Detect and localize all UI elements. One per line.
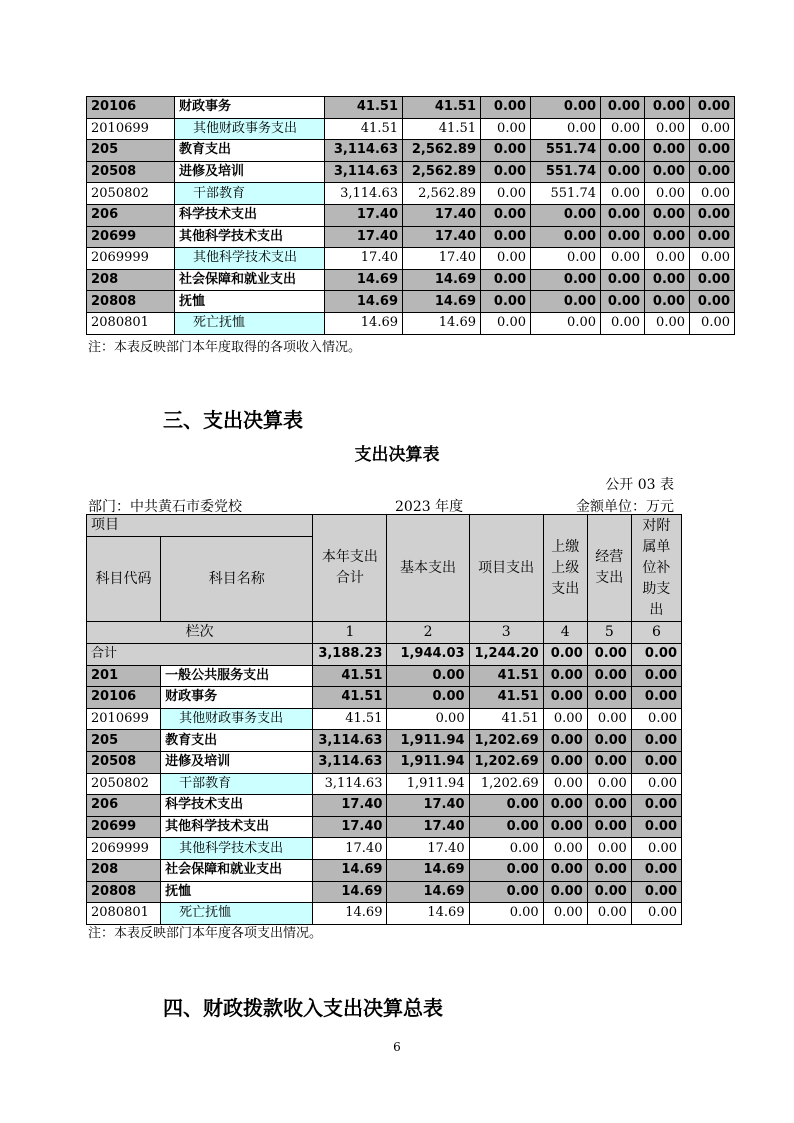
amount-cell: 0.00 bbox=[531, 269, 601, 291]
amount-cell: 0.00 bbox=[645, 312, 690, 334]
amount-cell: 0.00 bbox=[645, 248, 690, 270]
amount-cell: 0.00 bbox=[631, 816, 681, 838]
amount-cell: 0.00 bbox=[645, 269, 690, 291]
amount-cell: 0.00 bbox=[543, 881, 587, 903]
subject-code: 2080801 bbox=[87, 312, 175, 334]
subject-code: 2069999 bbox=[87, 248, 175, 270]
subject-code: 205 bbox=[87, 140, 175, 162]
amount-cell: 0.00 bbox=[543, 687, 587, 709]
header-basic-expenditure: 基本支出 bbox=[387, 515, 469, 622]
amount-cell: 0.00 bbox=[469, 859, 543, 881]
amount-cell: 0.00 bbox=[631, 859, 681, 881]
amount-cell: 17.40 bbox=[325, 226, 403, 248]
amount-cell: 0.00 bbox=[387, 708, 469, 730]
amount-cell: 41.51 bbox=[325, 97, 403, 119]
amount-cell: 0.00 bbox=[587, 708, 631, 730]
amount-cell: 17.40 bbox=[325, 204, 403, 226]
amount-cell: 2,562.89 bbox=[403, 161, 481, 183]
table-row bbox=[87, 269, 735, 291]
subject-code: 205 bbox=[87, 730, 161, 752]
amount-cell: 0.00 bbox=[601, 248, 645, 270]
subject-name: 社会保障和就业支出 bbox=[175, 269, 325, 291]
amount-cell: 0.00 bbox=[469, 881, 543, 903]
total-label: 合计 bbox=[87, 644, 313, 666]
subject-name: 抚恤 bbox=[175, 291, 325, 313]
amount-cell: 0.00 bbox=[631, 903, 681, 925]
amount-cell: 0.00 bbox=[601, 140, 645, 162]
amount-cell: 0.00 bbox=[601, 183, 645, 205]
table-row bbox=[87, 795, 682, 817]
amount-cell: 0.00 bbox=[531, 291, 601, 313]
subject-code: 2050802 bbox=[87, 183, 175, 205]
amount-cell: 17.40 bbox=[313, 838, 387, 860]
amount-cell: 14.69 bbox=[325, 269, 403, 291]
total-value: 1,944.03 bbox=[387, 644, 469, 666]
expenditure-table-note: 注：本表反映部门本年度各项支出情况。 bbox=[88, 926, 323, 941]
amount-cell: 14.69 bbox=[313, 903, 387, 925]
amount-cell: 0.00 bbox=[631, 687, 681, 709]
fiscal-year: 2023 年度 bbox=[395, 499, 464, 515]
subject-name: 抚恤 bbox=[161, 881, 313, 903]
table-row bbox=[87, 751, 682, 773]
header-project-expenditure: 项目支出 bbox=[469, 515, 543, 622]
amount-cell: 0.00 bbox=[543, 751, 587, 773]
amount-cell: 0.00 bbox=[531, 97, 601, 119]
header-col-1: 1 bbox=[313, 622, 387, 644]
amount-cell: 0.00 bbox=[690, 97, 735, 119]
amount-cell: 0.00 bbox=[601, 161, 645, 183]
amount-cell: 0.00 bbox=[469, 795, 543, 817]
subject-code: 2050802 bbox=[87, 773, 161, 795]
amount-cell: 0.00 bbox=[531, 204, 601, 226]
amount-unit: 金额单位：万元 bbox=[576, 499, 674, 515]
total-value: 0.00 bbox=[543, 644, 587, 666]
income-table-note: 注：本表反映部门本年度取得的各项收入情况。 bbox=[88, 340, 362, 355]
amount-cell: 0.00 bbox=[631, 730, 681, 752]
amount-cell: 0.00 bbox=[481, 291, 531, 313]
amount-cell: 3,114.63 bbox=[325, 140, 403, 162]
amount-cell: 17.40 bbox=[387, 816, 469, 838]
amount-cell: 41.51 bbox=[469, 708, 543, 730]
amount-cell: 0.00 bbox=[631, 665, 681, 687]
table-row bbox=[87, 248, 735, 270]
subject-name: 科学技术支出 bbox=[161, 795, 313, 817]
amount-cell: 0.00 bbox=[543, 773, 587, 795]
subject-code: 20508 bbox=[87, 751, 161, 773]
amount-cell: 0.00 bbox=[645, 204, 690, 226]
amount-cell: 0.00 bbox=[531, 312, 601, 334]
amount-cell: 14.69 bbox=[403, 269, 481, 291]
header-subject-code: 科目代码 bbox=[87, 537, 161, 622]
amount-cell: 14.69 bbox=[313, 881, 387, 903]
amount-cell: 0.00 bbox=[587, 730, 631, 752]
amount-cell: 41.51 bbox=[313, 708, 387, 730]
subject-name: 其他财政事务支出 bbox=[161, 708, 313, 730]
amount-cell: 14.69 bbox=[387, 881, 469, 903]
table-row bbox=[87, 838, 682, 860]
amount-cell: 0.00 bbox=[481, 226, 531, 248]
table-row bbox=[87, 183, 735, 205]
amount-cell: 0.00 bbox=[601, 312, 645, 334]
header-remit-superior: 上缴上级支出 bbox=[543, 515, 587, 622]
amount-cell: 17.40 bbox=[313, 795, 387, 817]
amount-cell: 41.51 bbox=[313, 687, 387, 709]
amount-cell: 41.51 bbox=[325, 118, 403, 140]
amount-cell: 14.69 bbox=[403, 291, 481, 313]
amount-cell: 1,202.69 bbox=[469, 773, 543, 795]
subject-code: 201 bbox=[87, 665, 161, 687]
amount-cell: 41.51 bbox=[403, 97, 481, 119]
subject-name: 财政事务 bbox=[175, 97, 325, 119]
subject-name: 教育支出 bbox=[161, 730, 313, 752]
amount-cell: 0.00 bbox=[469, 838, 543, 860]
amount-cell: 0.00 bbox=[690, 269, 735, 291]
subject-name: 其他科学技术支出 bbox=[175, 248, 325, 270]
header-column-label: 栏次 bbox=[87, 622, 313, 644]
amount-cell: 0.00 bbox=[587, 859, 631, 881]
amount-cell: 0.00 bbox=[531, 118, 601, 140]
table-row bbox=[87, 97, 735, 119]
subject-code: 2010699 bbox=[87, 708, 161, 730]
amount-cell: 0.00 bbox=[601, 204, 645, 226]
amount-cell: 0.00 bbox=[631, 773, 681, 795]
amount-cell: 0.00 bbox=[690, 248, 735, 270]
amount-cell: 0.00 bbox=[531, 226, 601, 248]
header-row-item bbox=[87, 515, 682, 537]
subject-code: 2010699 bbox=[87, 118, 175, 140]
amount-cell: 0.00 bbox=[587, 838, 631, 860]
header-item: 项目 bbox=[87, 515, 313, 537]
amount-cell: 0.00 bbox=[531, 248, 601, 270]
amount-cell: 2,562.89 bbox=[403, 183, 481, 205]
amount-cell: 0.00 bbox=[631, 751, 681, 773]
amount-cell: 0.00 bbox=[481, 118, 531, 140]
amount-cell: 0.00 bbox=[469, 816, 543, 838]
amount-cell: 0.00 bbox=[645, 183, 690, 205]
amount-cell: 0.00 bbox=[690, 161, 735, 183]
amount-cell: 0.00 bbox=[543, 838, 587, 860]
table-row bbox=[87, 881, 682, 903]
subject-code: 20808 bbox=[87, 881, 161, 903]
subject-name: 一般公共服务支出 bbox=[161, 665, 313, 687]
amount-cell: 0.00 bbox=[645, 161, 690, 183]
total-row bbox=[87, 644, 682, 666]
subject-name: 进修及培训 bbox=[161, 751, 313, 773]
amount-cell: 2,562.89 bbox=[403, 140, 481, 162]
amount-cell: 0.00 bbox=[690, 291, 735, 313]
amount-cell: 0.00 bbox=[481, 248, 531, 270]
table-row bbox=[87, 118, 735, 140]
amount-cell: 41.51 bbox=[313, 665, 387, 687]
subject-name: 死亡抚恤 bbox=[161, 903, 313, 925]
subject-code: 2080801 bbox=[87, 903, 161, 925]
amount-cell: 0.00 bbox=[645, 226, 690, 248]
amount-cell: 17.40 bbox=[325, 248, 403, 270]
amount-cell: 0.00 bbox=[481, 204, 531, 226]
header-operating-expenditure: 经营支出 bbox=[587, 515, 631, 622]
amount-cell: 1,202.69 bbox=[469, 730, 543, 752]
subject-code: 20508 bbox=[87, 161, 175, 183]
amount-cell: 1,911.94 bbox=[387, 773, 469, 795]
subject-name: 其他科学技术支出 bbox=[161, 816, 313, 838]
subject-code: 208 bbox=[87, 269, 175, 291]
amount-cell: 3,114.63 bbox=[325, 183, 403, 205]
subject-name: 干部教育 bbox=[161, 773, 313, 795]
table-row bbox=[87, 161, 735, 183]
subject-name: 科学技术支出 bbox=[175, 204, 325, 226]
expenditure-table-body bbox=[87, 515, 682, 925]
subject-name: 其他科学技术支出 bbox=[161, 838, 313, 860]
amount-cell: 0.00 bbox=[645, 291, 690, 313]
header-subsidiary-subsidy: 对附属单位补助支出 bbox=[631, 515, 681, 622]
subject-code: 20106 bbox=[87, 97, 175, 119]
amount-cell: 1,911.94 bbox=[387, 751, 469, 773]
amount-cell: 0.00 bbox=[631, 795, 681, 817]
amount-cell: 0.00 bbox=[543, 708, 587, 730]
amount-cell: 0.00 bbox=[690, 118, 735, 140]
table-row bbox=[87, 140, 735, 162]
subject-code: 20106 bbox=[87, 687, 161, 709]
amount-cell: 0.00 bbox=[481, 183, 531, 205]
subject-name: 进修及培训 bbox=[175, 161, 325, 183]
amount-cell: 3,114.63 bbox=[313, 751, 387, 773]
income-table-continued bbox=[86, 96, 735, 335]
amount-cell: 0.00 bbox=[601, 269, 645, 291]
amount-cell: 0.00 bbox=[601, 118, 645, 140]
amount-cell: 0.00 bbox=[587, 751, 631, 773]
expenditure-table bbox=[86, 514, 682, 925]
amount-cell: 41.51 bbox=[403, 118, 481, 140]
amount-cell: 0.00 bbox=[587, 687, 631, 709]
total-value: 0.00 bbox=[631, 644, 681, 666]
header-col-4: 4 bbox=[543, 622, 587, 644]
header-col-3: 3 bbox=[469, 622, 543, 644]
amount-cell: 0.00 bbox=[690, 140, 735, 162]
table-title: 支出决算表 bbox=[354, 445, 440, 465]
amount-cell: 0.00 bbox=[587, 881, 631, 903]
amount-cell: 17.40 bbox=[313, 816, 387, 838]
amount-cell: 0.00 bbox=[645, 140, 690, 162]
amount-cell: 14.69 bbox=[387, 903, 469, 925]
form-number: 公开 03 表 bbox=[605, 477, 674, 493]
amount-cell: 0.00 bbox=[587, 795, 631, 817]
income-table-body bbox=[87, 97, 735, 335]
amount-cell: 0.00 bbox=[543, 730, 587, 752]
amount-cell: 0.00 bbox=[481, 269, 531, 291]
amount-cell: 3,114.63 bbox=[313, 730, 387, 752]
amount-cell: 0.00 bbox=[481, 140, 531, 162]
amount-cell: 0.00 bbox=[481, 312, 531, 334]
amount-cell: 0.00 bbox=[587, 665, 631, 687]
total-value: 3,188.23 bbox=[313, 644, 387, 666]
amount-cell: 17.40 bbox=[403, 248, 481, 270]
subject-name: 财政事务 bbox=[161, 687, 313, 709]
amount-cell: 0.00 bbox=[631, 838, 681, 860]
amount-cell: 17.40 bbox=[403, 226, 481, 248]
amount-cell: 0.00 bbox=[543, 903, 587, 925]
amount-cell: 0.00 bbox=[543, 859, 587, 881]
header-subject-name: 科目名称 bbox=[161, 537, 313, 622]
table-row bbox=[87, 730, 682, 752]
table-row bbox=[87, 291, 735, 313]
amount-cell: 0.00 bbox=[587, 773, 631, 795]
amount-cell: 0.00 bbox=[587, 903, 631, 925]
amount-cell: 0.00 bbox=[601, 97, 645, 119]
amount-cell: 1,202.69 bbox=[469, 751, 543, 773]
subject-code: 20699 bbox=[87, 816, 161, 838]
amount-cell: 551.74 bbox=[531, 183, 601, 205]
amount-cell: 17.40 bbox=[387, 795, 469, 817]
amount-cell: 0.00 bbox=[387, 687, 469, 709]
header-col-5: 5 bbox=[587, 622, 631, 644]
amount-cell: 14.69 bbox=[325, 291, 403, 313]
subject-code: 206 bbox=[87, 204, 175, 226]
table-row bbox=[87, 312, 735, 334]
header-total-expenditure: 本年支出合计 bbox=[313, 515, 387, 622]
subject-code: 20699 bbox=[87, 226, 175, 248]
subject-code: 208 bbox=[87, 859, 161, 881]
subject-name: 死亡抚恤 bbox=[175, 312, 325, 334]
subject-name: 干部教育 bbox=[175, 183, 325, 205]
amount-cell: 0.00 bbox=[601, 226, 645, 248]
amount-cell: 0.00 bbox=[690, 312, 735, 334]
total-value: 1,244.20 bbox=[469, 644, 543, 666]
amount-cell: 0.00 bbox=[481, 97, 531, 119]
subject-code: 2069999 bbox=[87, 838, 161, 860]
header-col-6: 6 bbox=[631, 622, 681, 644]
page-number: 6 bbox=[393, 1040, 401, 1054]
amount-cell: 0.00 bbox=[481, 161, 531, 183]
amount-cell: 17.40 bbox=[387, 838, 469, 860]
amount-cell: 0.00 bbox=[690, 183, 735, 205]
amount-cell: 0.00 bbox=[387, 665, 469, 687]
total-value: 0.00 bbox=[587, 644, 631, 666]
table-row bbox=[87, 816, 682, 838]
table-row bbox=[87, 708, 682, 730]
header-col-2: 2 bbox=[387, 622, 469, 644]
amount-cell: 0.00 bbox=[645, 97, 690, 119]
subject-name: 社会保障和就业支出 bbox=[161, 859, 313, 881]
amount-cell: 0.00 bbox=[543, 816, 587, 838]
amount-cell: 41.51 bbox=[469, 665, 543, 687]
amount-cell: 0.00 bbox=[601, 291, 645, 313]
amount-cell: 0.00 bbox=[645, 118, 690, 140]
amount-cell: 0.00 bbox=[587, 816, 631, 838]
amount-cell: 0.00 bbox=[543, 665, 587, 687]
header-row-column-numbers bbox=[87, 622, 682, 644]
amount-cell: 0.00 bbox=[631, 708, 681, 730]
table-row bbox=[87, 226, 735, 248]
amount-cell: 3,114.63 bbox=[325, 161, 403, 183]
section-heading-3: 三、支出决算表 bbox=[163, 408, 303, 432]
subject-name: 教育支出 bbox=[175, 140, 325, 162]
amount-cell: 551.74 bbox=[531, 140, 601, 162]
department-label: 部门：中共黄石市委党校 bbox=[88, 499, 242, 515]
amount-cell: 17.40 bbox=[403, 204, 481, 226]
table-row bbox=[87, 859, 682, 881]
amount-cell: 14.69 bbox=[387, 859, 469, 881]
amount-cell: 14.69 bbox=[325, 312, 403, 334]
amount-cell: 41.51 bbox=[469, 687, 543, 709]
amount-cell: 0.00 bbox=[690, 226, 735, 248]
amount-cell: 0.00 bbox=[631, 881, 681, 903]
amount-cell: 0.00 bbox=[469, 903, 543, 925]
amount-cell: 3,114.63 bbox=[313, 773, 387, 795]
amount-cell: 0.00 bbox=[543, 795, 587, 817]
subject-code: 206 bbox=[87, 795, 161, 817]
table-row bbox=[87, 903, 682, 925]
amount-cell: 1,911.94 bbox=[387, 730, 469, 752]
subject-name: 其他财政事务支出 bbox=[175, 118, 325, 140]
subject-code: 20808 bbox=[87, 291, 175, 313]
section-heading-4: 四、财政拨款收入支出决算总表 bbox=[163, 996, 443, 1020]
amount-cell: 14.69 bbox=[313, 859, 387, 881]
amount-cell: 14.69 bbox=[403, 312, 481, 334]
table-row bbox=[87, 687, 682, 709]
amount-cell: 551.74 bbox=[531, 161, 601, 183]
table-row bbox=[87, 204, 735, 226]
table-row bbox=[87, 665, 682, 687]
subject-name: 其他科学技术支出 bbox=[175, 226, 325, 248]
amount-cell: 0.00 bbox=[690, 204, 735, 226]
table-row bbox=[87, 773, 682, 795]
